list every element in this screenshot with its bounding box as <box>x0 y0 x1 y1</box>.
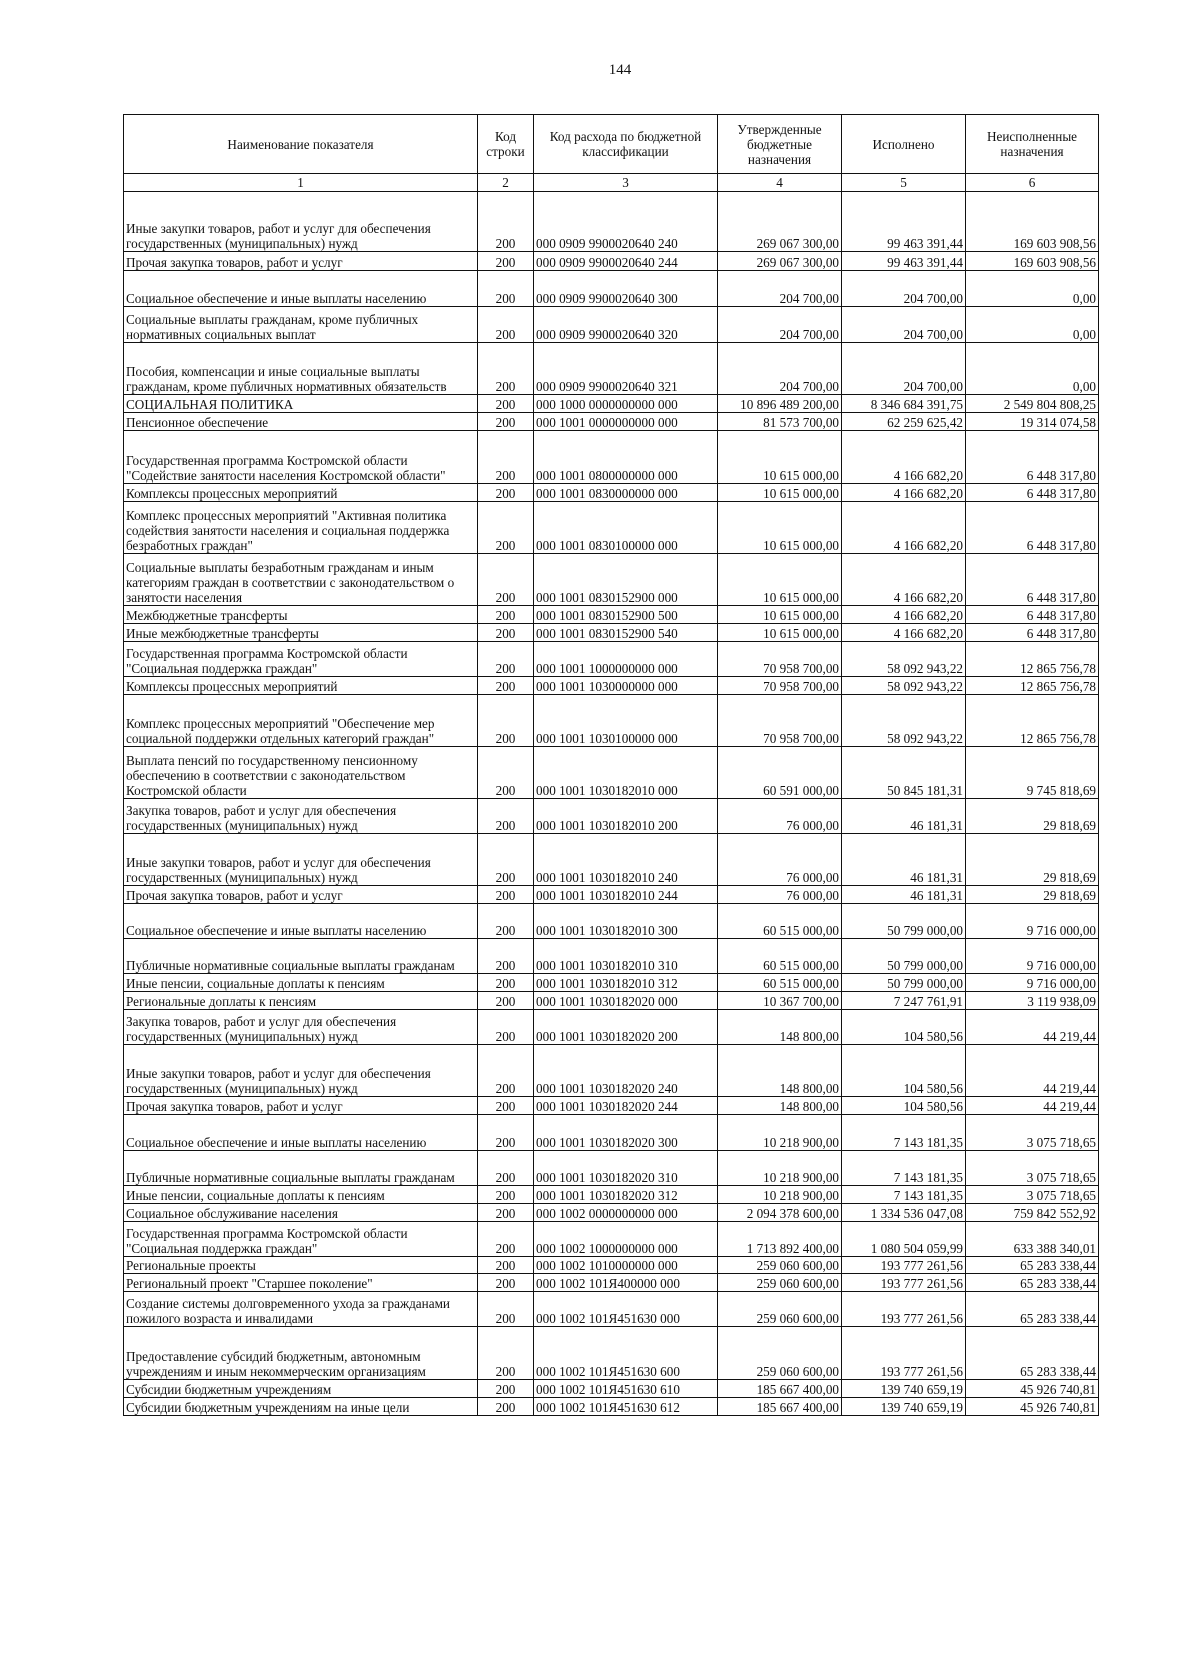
row-code-cell: 200 <box>478 413 534 431</box>
row-code-cell: 200 <box>478 1151 534 1186</box>
approved-amount-cell: 60 515 000,00 <box>718 974 842 992</box>
approved-amount-cell: 81 573 700,00 <box>718 413 842 431</box>
unexecuted-amount-cell: 44 219,44 <box>966 1045 1099 1097</box>
indicator-name-cell: Комплексы процессных мероприятий <box>124 677 478 695</box>
approved-amount-cell: 10 218 900,00 <box>718 1115 842 1151</box>
unexecuted-amount-cell: 65 283 338,44 <box>966 1292 1099 1327</box>
classification-code-cell: 000 1001 1030182020 310 <box>534 1151 718 1186</box>
classification-code-cell: 000 1001 1030182020 240 <box>534 1045 718 1097</box>
indicator-name-cell: Социальное обеспечение и иные выплаты населению <box>124 904 478 939</box>
indicator-name-cell: Прочая закупка товаров, работ и услуг <box>124 252 478 271</box>
row-code-cell: 200 <box>478 395 534 413</box>
classification-code-cell: 000 1002 101Я451630 612 <box>534 1398 718 1416</box>
indicator-name-cell: Государственная программа Костромской области "Содействие занятости населения Костромской области" <box>124 431 478 484</box>
approved-amount-cell: 148 800,00 <box>718 1010 842 1045</box>
header-classification-code: Код расхода по бюджетной классификации <box>534 115 718 174</box>
executed-amount-cell: 50 799 000,00 <box>842 939 966 974</box>
unexecuted-amount-cell: 759 842 552,92 <box>966 1204 1099 1222</box>
unexecuted-amount-cell: 6 448 317,80 <box>966 606 1099 624</box>
row-code-cell: 200 <box>478 554 534 606</box>
classification-code-cell: 000 1000 0000000000 000 <box>534 395 718 413</box>
row-code-cell: 200 <box>478 1292 534 1327</box>
indicator-name-cell: Закупка товаров, работ и услуг для обеспечения государственных (муниципальных) нужд <box>124 1010 478 1045</box>
row-code-cell: 200 <box>478 271 534 307</box>
unexecuted-amount-cell: 6 448 317,80 <box>966 431 1099 484</box>
approved-amount-cell: 259 060 600,00 <box>718 1292 842 1327</box>
unexecuted-amount-cell: 9 716 000,00 <box>966 939 1099 974</box>
row-code-cell: 200 <box>478 1327 534 1380</box>
approved-amount-cell: 10 615 000,00 <box>718 431 842 484</box>
page-number: 144 <box>608 62 632 78</box>
unexecuted-amount-cell: 6 448 317,80 <box>966 624 1099 642</box>
row-code-cell: 200 <box>478 1010 534 1045</box>
executed-amount-cell: 50 799 000,00 <box>842 904 966 939</box>
approved-amount-cell: 10 218 900,00 <box>718 1151 842 1186</box>
indicator-name-cell: Иные закупки товаров, работ и услуг для обеспечения государственных (муниципальных) нужд <box>124 1045 478 1097</box>
table-row <box>124 252 1099 271</box>
row-code-cell: 200 <box>478 677 534 695</box>
executed-amount-cell: 139 740 659,19 <box>842 1380 966 1398</box>
table-row <box>124 886 1099 904</box>
column-number: 5 <box>842 174 966 192</box>
executed-amount-cell: 7 143 181,35 <box>842 1115 966 1151</box>
unexecuted-amount-cell: 6 448 317,80 <box>966 484 1099 502</box>
approved-amount-cell: 204 700,00 <box>718 343 842 395</box>
indicator-name-cell: Государственная программа Костромской области "Социальная поддержка граждан" <box>124 1222 478 1257</box>
unexecuted-amount-cell: 169 603 908,56 <box>966 252 1099 271</box>
approved-amount-cell: 70 958 700,00 <box>718 677 842 695</box>
executed-amount-cell: 46 181,31 <box>842 886 966 904</box>
table-row <box>124 1327 1099 1380</box>
row-code-cell: 200 <box>478 1115 534 1151</box>
unexecuted-amount-cell: 0,00 <box>966 343 1099 395</box>
classification-code-cell: 000 1001 1030182010 312 <box>534 974 718 992</box>
approved-amount-cell: 60 591 000,00 <box>718 747 842 799</box>
row-code-cell: 200 <box>478 1222 534 1257</box>
indicator-name-cell: Социальные выплаты безработным гражданам и иным категориям граждан в соответствии с законодательством о занятости населения <box>124 554 478 606</box>
classification-code-cell: 000 1001 1030000000 000 <box>534 677 718 695</box>
table-row <box>124 1115 1099 1151</box>
unexecuted-amount-cell: 3 075 718,65 <box>966 1151 1099 1186</box>
row-code-cell: 200 <box>478 1257 534 1274</box>
classification-code-cell: 000 1001 1030182010 000 <box>534 747 718 799</box>
executed-amount-cell: 50 845 181,31 <box>842 747 966 799</box>
approved-amount-cell: 1 713 892 400,00 <box>718 1222 842 1257</box>
row-code-cell: 200 <box>478 695 534 747</box>
row-code-cell: 200 <box>478 1274 534 1292</box>
executed-amount-cell: 7 143 181,35 <box>842 1151 966 1186</box>
indicator-name-cell: Социальное обеспечение и иные выплаты населению <box>124 1115 478 1151</box>
table-body <box>124 192 1099 1416</box>
unexecuted-amount-cell: 0,00 <box>966 307 1099 343</box>
unexecuted-amount-cell: 12 865 756,78 <box>966 677 1099 695</box>
row-code-cell: 200 <box>478 484 534 502</box>
indicator-name-cell: Социальные выплаты гражданам, кроме публичных нормативных социальных выплат <box>124 307 478 343</box>
indicator-name-cell: Комплекс процессных мероприятий "Активная политика содействия занятости населения и социальная поддержка безработных граждан" <box>124 502 478 554</box>
indicator-name-cell: Иные межбюджетные трансферты <box>124 624 478 642</box>
header-row-code: Код строки <box>478 115 534 174</box>
approved-amount-cell: 10 896 489 200,00 <box>718 395 842 413</box>
executed-amount-cell: 104 580,56 <box>842 1010 966 1045</box>
executed-amount-cell: 204 700,00 <box>842 307 966 343</box>
table-row <box>124 939 1099 974</box>
executed-amount-cell: 104 580,56 <box>842 1045 966 1097</box>
executed-amount-cell: 204 700,00 <box>842 343 966 395</box>
unexecuted-amount-cell: 633 388 340,01 <box>966 1222 1099 1257</box>
approved-amount-cell: 204 700,00 <box>718 271 842 307</box>
row-code-cell: 200 <box>478 502 534 554</box>
unexecuted-amount-cell: 44 219,44 <box>966 1097 1099 1115</box>
approved-amount-cell: 2 094 378 600,00 <box>718 1204 842 1222</box>
executed-amount-cell: 58 092 943,22 <box>842 642 966 677</box>
classification-code-cell: 000 1001 0000000000 000 <box>534 413 718 431</box>
unexecuted-amount-cell: 29 818,69 <box>966 834 1099 886</box>
classification-code-cell: 000 0909 9900020640 300 <box>534 271 718 307</box>
approved-amount-cell: 10 615 000,00 <box>718 606 842 624</box>
executed-amount-cell: 1 080 504 059,99 <box>842 1222 966 1257</box>
indicator-name-cell: Закупка товаров, работ и услуг для обеспечения государственных (муниципальных) нужд <box>124 799 478 834</box>
executed-amount-cell: 50 799 000,00 <box>842 974 966 992</box>
row-code-cell: 200 <box>478 1097 534 1115</box>
executed-amount-cell: 4 166 682,20 <box>842 431 966 484</box>
executed-amount-cell: 4 166 682,20 <box>842 606 966 624</box>
executed-amount-cell: 8 346 684 391,75 <box>842 395 966 413</box>
approved-amount-cell: 185 667 400,00 <box>718 1380 842 1398</box>
row-code-cell: 200 <box>478 431 534 484</box>
unexecuted-amount-cell: 12 865 756,78 <box>966 695 1099 747</box>
indicator-name-cell: Государственная программа Костромской области "Социальная поддержка граждан" <box>124 642 478 677</box>
header-executed: Исполнено <box>842 115 966 174</box>
classification-code-cell: 000 0909 9900020640 244 <box>534 252 718 271</box>
approved-amount-cell: 76 000,00 <box>718 886 842 904</box>
approved-amount-cell: 10 367 700,00 <box>718 992 842 1010</box>
executed-amount-cell: 62 259 625,42 <box>842 413 966 431</box>
table-row <box>124 502 1099 554</box>
indicator-name-cell: Публичные нормативные социальные выплаты гражданам <box>124 1151 478 1186</box>
column-number: 3 <box>534 174 718 192</box>
indicator-name-cell: Иные пенсии, социальные доплаты к пенсиям <box>124 1186 478 1204</box>
row-code-cell: 200 <box>478 834 534 886</box>
row-code-cell: 200 <box>478 1045 534 1097</box>
unexecuted-amount-cell: 0,00 <box>966 271 1099 307</box>
classification-code-cell: 000 1001 1030100000 000 <box>534 695 718 747</box>
row-code-cell: 200 <box>478 624 534 642</box>
table-row <box>124 974 1099 992</box>
classification-code-cell: 000 1001 1030182020 244 <box>534 1097 718 1115</box>
executed-amount-cell: 4 166 682,20 <box>842 554 966 606</box>
approved-amount-cell: 204 700,00 <box>718 307 842 343</box>
indicator-name-cell: Иные закупки товаров, работ и услуг для обеспечения государственных (муниципальных) нужд <box>124 192 478 252</box>
unexecuted-amount-cell: 45 926 740,81 <box>966 1380 1099 1398</box>
table-row <box>124 307 1099 343</box>
executed-amount-cell: 46 181,31 <box>842 834 966 886</box>
table-row <box>124 992 1099 1010</box>
classification-code-cell: 000 1001 1030182010 300 <box>534 904 718 939</box>
approved-amount-cell: 10 615 000,00 <box>718 502 842 554</box>
executed-amount-cell: 58 092 943,22 <box>842 695 966 747</box>
indicator-name-cell: Пенсионное обеспечение <box>124 413 478 431</box>
row-code-cell: 200 <box>478 252 534 271</box>
classification-code-cell: 000 1002 1000000000 000 <box>534 1222 718 1257</box>
table-row <box>124 1292 1099 1327</box>
indicator-name-cell: Создание системы долговременного ухода за гражданами пожилого возраста и инвалидами <box>124 1292 478 1327</box>
indicator-name-cell: Пособия, компенсации и иные социальные выплаты гражданам, кроме публичных нормативных обязательств <box>124 343 478 395</box>
table-row <box>124 1274 1099 1292</box>
table-row <box>124 484 1099 502</box>
table-row <box>124 834 1099 886</box>
approved-amount-cell: 269 067 300,00 <box>718 252 842 271</box>
row-code-cell: 200 <box>478 747 534 799</box>
approved-amount-cell: 148 800,00 <box>718 1045 842 1097</box>
classification-code-cell: 000 1002 101Я451630 000 <box>534 1292 718 1327</box>
row-code-cell: 200 <box>478 1186 534 1204</box>
table-row <box>124 799 1099 834</box>
approved-amount-cell: 10 218 900,00 <box>718 1186 842 1204</box>
indicator-name-cell: Иные закупки товаров, работ и услуг для обеспечения государственных (муниципальных) нужд <box>124 834 478 886</box>
classification-code-cell: 000 1002 101Я400000 000 <box>534 1274 718 1292</box>
indicator-name-cell: Прочая закупка товаров, работ и услуг <box>124 886 478 904</box>
classification-code-cell: 000 1001 0830152900 000 <box>534 554 718 606</box>
unexecuted-amount-cell: 6 448 317,80 <box>966 502 1099 554</box>
table-row <box>124 395 1099 413</box>
classification-code-cell: 000 1001 1030182010 200 <box>534 799 718 834</box>
approved-amount-cell: 60 515 000,00 <box>718 904 842 939</box>
unexecuted-amount-cell: 6 448 317,80 <box>966 554 1099 606</box>
table-row <box>124 695 1099 747</box>
table-header-row <box>124 115 1099 174</box>
row-code-cell: 200 <box>478 992 534 1010</box>
unexecuted-amount-cell: 29 818,69 <box>966 886 1099 904</box>
classification-code-cell: 000 1001 0830000000 000 <box>534 484 718 502</box>
classification-code-cell: 000 1001 1030182020 312 <box>534 1186 718 1204</box>
executed-amount-cell: 193 777 261,56 <box>842 1257 966 1274</box>
approved-amount-cell: 185 667 400,00 <box>718 1398 842 1416</box>
classification-code-cell: 000 1002 101Я451630 610 <box>534 1380 718 1398</box>
indicator-name-cell: Субсидии бюджетным учреждениям на иные цели <box>124 1398 478 1416</box>
executed-amount-cell: 193 777 261,56 <box>842 1292 966 1327</box>
row-code-cell: 200 <box>478 1204 534 1222</box>
unexecuted-amount-cell: 65 283 338,44 <box>966 1257 1099 1274</box>
unexecuted-amount-cell: 29 818,69 <box>966 799 1099 834</box>
table-row <box>124 677 1099 695</box>
executed-amount-cell: 99 463 391,44 <box>842 252 966 271</box>
unexecuted-amount-cell: 65 283 338,44 <box>966 1327 1099 1380</box>
row-code-cell: 200 <box>478 642 534 677</box>
row-code-cell: 200 <box>478 343 534 395</box>
approved-amount-cell: 76 000,00 <box>718 834 842 886</box>
row-code-cell: 200 <box>478 307 534 343</box>
executed-amount-cell: 193 777 261,56 <box>842 1327 966 1380</box>
classification-code-cell: 000 1001 1030182020 300 <box>534 1115 718 1151</box>
column-number: 6 <box>966 174 1099 192</box>
table-row <box>124 1151 1099 1186</box>
approved-amount-cell: 259 060 600,00 <box>718 1257 842 1274</box>
unexecuted-amount-cell: 2 549 804 808,25 <box>966 395 1099 413</box>
unexecuted-amount-cell: 9 716 000,00 <box>966 904 1099 939</box>
executed-amount-cell: 99 463 391,44 <box>842 192 966 252</box>
executed-amount-cell: 7 143 181,35 <box>842 1186 966 1204</box>
unexecuted-amount-cell: 12 865 756,78 <box>966 642 1099 677</box>
unexecuted-amount-cell: 169 603 908,56 <box>966 192 1099 252</box>
unexecuted-amount-cell: 45 926 740,81 <box>966 1398 1099 1416</box>
budget-execution-table <box>123 114 1099 1416</box>
table-row <box>124 1097 1099 1115</box>
column-number: 2 <box>478 174 534 192</box>
header-unexecuted: Неисполненные назначения <box>966 115 1099 174</box>
executed-amount-cell: 46 181,31 <box>842 799 966 834</box>
classification-code-cell: 000 1001 1000000000 000 <box>534 642 718 677</box>
classification-code-cell: 000 1001 1030182010 310 <box>534 939 718 974</box>
unexecuted-amount-cell: 3 075 718,65 <box>966 1115 1099 1151</box>
indicator-name-cell: Иные пенсии, социальные доплаты к пенсиям <box>124 974 478 992</box>
approved-amount-cell: 10 615 000,00 <box>718 554 842 606</box>
table-row <box>124 271 1099 307</box>
classification-code-cell: 000 1001 1030182010 240 <box>534 834 718 886</box>
executed-amount-cell: 204 700,00 <box>842 271 966 307</box>
row-code-cell: 200 <box>478 606 534 624</box>
indicator-name-cell: Региональные доплаты к пенсиям <box>124 992 478 1010</box>
approved-amount-cell: 10 615 000,00 <box>718 624 842 642</box>
executed-amount-cell: 193 777 261,56 <box>842 1274 966 1292</box>
unexecuted-amount-cell: 3 119 938,09 <box>966 992 1099 1010</box>
approved-amount-cell: 259 060 600,00 <box>718 1327 842 1380</box>
classification-code-cell: 000 1001 1030182020 000 <box>534 992 718 1010</box>
header-approved: Утвержденные бюджетные назначения <box>718 115 842 174</box>
approved-amount-cell: 70 958 700,00 <box>718 642 842 677</box>
unexecuted-amount-cell: 65 283 338,44 <box>966 1274 1099 1292</box>
unexecuted-amount-cell: 9 745 818,69 <box>966 747 1099 799</box>
table-row <box>124 1186 1099 1204</box>
indicator-name-cell: Прочая закупка товаров, работ и услуг <box>124 1097 478 1115</box>
table-row <box>124 606 1099 624</box>
executed-amount-cell: 104 580,56 <box>842 1097 966 1115</box>
table-row <box>124 343 1099 395</box>
indicator-name-cell: Межбюджетные трансферты <box>124 606 478 624</box>
table-row <box>124 1010 1099 1045</box>
approved-amount-cell: 10 615 000,00 <box>718 484 842 502</box>
classification-code-cell: 000 1002 1010000000 000 <box>534 1257 718 1274</box>
unexecuted-amount-cell: 19 314 074,58 <box>966 413 1099 431</box>
table-row <box>124 624 1099 642</box>
executed-amount-cell: 1 334 536 047,08 <box>842 1204 966 1222</box>
table-row <box>124 642 1099 677</box>
unexecuted-amount-cell: 3 075 718,65 <box>966 1186 1099 1204</box>
row-code-cell: 200 <box>478 1398 534 1416</box>
table-row <box>124 431 1099 484</box>
classification-code-cell: 000 1001 1030182010 244 <box>534 886 718 904</box>
table-row <box>124 1398 1099 1416</box>
classification-code-cell: 000 1002 101Я451630 600 <box>534 1327 718 1380</box>
row-code-cell: 200 <box>478 974 534 992</box>
table-row <box>124 1204 1099 1222</box>
classification-code-cell: 000 1001 0800000000 000 <box>534 431 718 484</box>
row-code-cell: 200 <box>478 1380 534 1398</box>
table-row <box>124 413 1099 431</box>
table-row <box>124 192 1099 252</box>
row-code-cell: 200 <box>478 192 534 252</box>
table-row <box>124 1222 1099 1257</box>
executed-amount-cell: 4 166 682,20 <box>842 502 966 554</box>
indicator-name-cell: СОЦИАЛЬНАЯ ПОЛИТИКА <box>124 395 478 413</box>
classification-code-cell: 000 1001 0830100000 000 <box>534 502 718 554</box>
indicator-name-cell: Социальное обеспечение и иные выплаты населению <box>124 271 478 307</box>
approved-amount-cell: 269 067 300,00 <box>718 192 842 252</box>
approved-amount-cell: 259 060 600,00 <box>718 1274 842 1292</box>
indicator-name-cell: Предоставление субсидий бюджетным, автономным учреждениям и иным некоммерческим организациям <box>124 1327 478 1380</box>
executed-amount-cell: 139 740 659,19 <box>842 1398 966 1416</box>
table-row <box>124 747 1099 799</box>
executed-amount-cell: 58 092 943,22 <box>842 677 966 695</box>
table-row <box>124 1045 1099 1097</box>
approved-amount-cell: 60 515 000,00 <box>718 939 842 974</box>
table-row <box>124 904 1099 939</box>
classification-code-cell: 000 1001 0830152900 500 <box>534 606 718 624</box>
table-row <box>124 1380 1099 1398</box>
header-indicator-name: Наименование показателя <box>124 115 478 174</box>
classification-code-cell: 000 0909 9900020640 240 <box>534 192 718 252</box>
indicator-name-cell: Публичные нормативные социальные выплаты гражданам <box>124 939 478 974</box>
column-number-row <box>124 174 1099 192</box>
approved-amount-cell: 148 800,00 <box>718 1097 842 1115</box>
indicator-name-cell: Комплексы процессных мероприятий <box>124 484 478 502</box>
indicator-name-cell: Социальное обслуживание населения <box>124 1204 478 1222</box>
indicator-name-cell: Региональные проекты <box>124 1257 478 1274</box>
classification-code-cell: 000 1002 0000000000 000 <box>534 1204 718 1222</box>
unexecuted-amount-cell: 9 716 000,00 <box>966 974 1099 992</box>
indicator-name-cell: Выплата пенсий по государственному пенсионному обеспечению в соответствии с законодательством Костромской области <box>124 747 478 799</box>
table-row <box>124 1257 1099 1274</box>
classification-code-cell: 000 1001 1030182020 200 <box>534 1010 718 1045</box>
indicator-name-cell: Комплекс процессных мероприятий "Обеспечение мер социальной поддержки отдельных категорий граждан" <box>124 695 478 747</box>
column-number: 4 <box>718 174 842 192</box>
classification-code-cell: 000 0909 9900020640 320 <box>534 307 718 343</box>
unexecuted-amount-cell: 44 219,44 <box>966 1010 1099 1045</box>
indicator-name-cell: Субсидии бюджетным учреждениям <box>124 1380 478 1398</box>
row-code-cell: 200 <box>478 799 534 834</box>
approved-amount-cell: 76 000,00 <box>718 799 842 834</box>
approved-amount-cell: 70 958 700,00 <box>718 695 842 747</box>
classification-code-cell: 000 1001 0830152900 540 <box>534 624 718 642</box>
table-row <box>124 554 1099 606</box>
executed-amount-cell: 4 166 682,20 <box>842 484 966 502</box>
row-code-cell: 200 <box>478 939 534 974</box>
row-code-cell: 200 <box>478 886 534 904</box>
executed-amount-cell: 4 166 682,20 <box>842 624 966 642</box>
indicator-name-cell: Региональный проект "Старшее поколение" <box>124 1274 478 1292</box>
column-number: 1 <box>124 174 478 192</box>
classification-code-cell: 000 0909 9900020640 321 <box>534 343 718 395</box>
executed-amount-cell: 7 247 761,91 <box>842 992 966 1010</box>
row-code-cell: 200 <box>478 904 534 939</box>
